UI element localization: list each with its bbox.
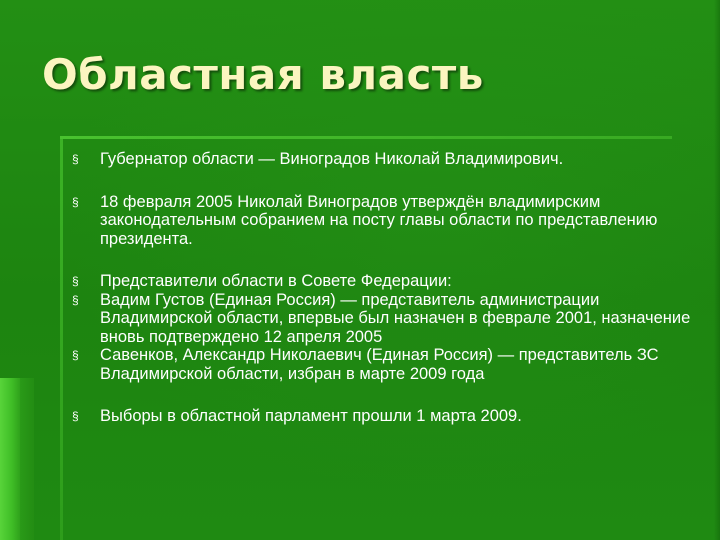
section-sign-icon: § xyxy=(72,194,79,209)
bullet-text: Выборы в областной парламент прошли 1 марта 2009. xyxy=(100,407,522,425)
bullet-item-federation-council xyxy=(72,272,692,291)
bullet-item-savenkov xyxy=(72,346,692,383)
bullet-text: 18 февраля 2005 Николай Виноградов утверждён владимирским законодательным собранием на посту главы области по представлению президента. xyxy=(100,192,658,248)
section-sign-icon: § xyxy=(72,274,79,288)
bullet-item-appointment xyxy=(72,193,692,249)
bullet-text: Представители области в Совете Федерации: xyxy=(100,272,452,290)
decorative-strip-dark xyxy=(20,378,34,540)
decorative-right-edge xyxy=(714,0,720,540)
decorative-horizontal-line xyxy=(60,136,672,139)
bullet-item-governor xyxy=(72,150,692,169)
bullet-item-elections xyxy=(72,407,692,426)
decorative-vertical-line xyxy=(60,136,63,540)
bullet-text: Савенков, Александр Николаевич (Единая Россия) — представитель ЗС Владимирской области, избран в марте 2009 года xyxy=(100,346,659,383)
slide-title: Областная власть xyxy=(42,50,484,99)
section-sign-icon: § xyxy=(72,409,79,423)
decorative-strip-light xyxy=(0,378,20,540)
bullet-text: Губернатор области — Виноградов Николай Владимирович. xyxy=(100,150,564,168)
section-sign-icon: § xyxy=(72,348,79,362)
bullet-text: Вадим Густов (Единая Россия) — представитель администрации Владимирской области, впервые был назначен в феврале 2001, назначение вновь подтверждено 12 апреля 2005 xyxy=(100,290,691,346)
section-sign-icon: § xyxy=(72,152,79,166)
bullet-list xyxy=(72,150,692,426)
section-sign-icon: § xyxy=(72,292,79,307)
bullet-item-gustov xyxy=(72,291,692,347)
